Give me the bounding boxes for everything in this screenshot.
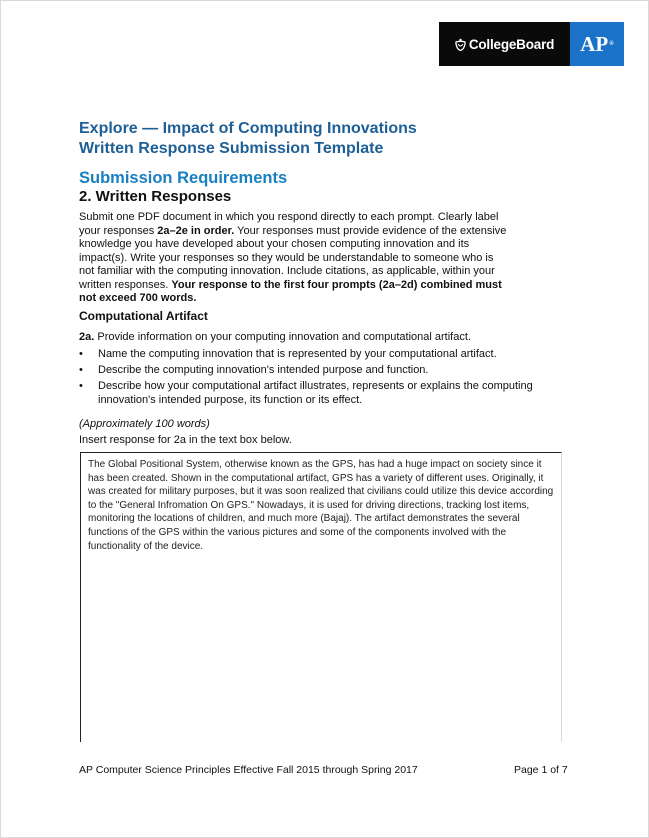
insert-instruction: Insert response for 2a in the text box below. [79, 434, 292, 446]
response-2a-text[interactable]: The Global Positional System, otherwise known as the GPS, has had a huge impact on society since it has been created. Shown in the computational artifact, GPS has a variety of different uses. Originally, it was created for military purposes, but it was soon realized that civilians could utilize this device according to the "General Infromation On GPS." Nowadays, it is used for driving directions, tracking lost items, monitoring the locations of children, and much more (Bajaj). The artifact demonstrates the several functions of the GPS within the various pictures and some of the components involved with the functionality of the device. [88, 459, 554, 552]
section-heading: Submission Requirements [79, 169, 288, 187]
collegeboard-wordmark: CollegeBoard [468, 36, 555, 52]
college-board-ap-logo [439, 22, 624, 66]
prompt-bullet-list [79, 348, 559, 410]
prompt-label: 2a. [79, 331, 95, 343]
intro-bold-1: 2a–2e in order. [157, 224, 235, 237]
bullet-item: • Describe the computing innovation's intended purpose and function. [79, 364, 559, 378]
computational-artifact-heading: Computational Artifact [79, 309, 208, 323]
bullet-item: • Describe how your computational artifact illustrates, represents or explains the computing innovation's intended purpose, its function or its effect. [79, 380, 559, 407]
intro-text-1: Submit one PDF document in which you respond directly to each prompt. Clearly label your responses [79, 211, 499, 237]
bullet-item: • Name the computing innovation that is represented by your computational artifact. [79, 348, 559, 362]
intro-text-2: Your responses must provide evidence of the extensive knowledge you have developed about your chosen computing innovation and its impact(s). Write your responses so they would be understandable to someone who is not familiar with the computing innovation. Include citations, as applicable, within your written responses. [79, 224, 507, 291]
intro-paragraph [79, 211, 509, 306]
title-line-2: Written Response Submission Template [79, 140, 384, 157]
subsection-heading: 2. Written Responses [79, 188, 232, 205]
collegeboard-logo [439, 22, 570, 66]
prompt-text: Provide information on your computing innovation and computational artifact. [94, 331, 471, 343]
page-number: Page 1 of 7 [514, 764, 568, 776]
title-line-1: Explore — Impact of Computing Innovations [79, 120, 417, 137]
word-count-note: (Approximately 100 words) [79, 418, 210, 430]
prompt-2a [79, 331, 471, 343]
intro-bold-2: Your response to the first four prompts (2a–2d) combined must not exceed 700 words. [79, 278, 502, 304]
ap-logo [570, 22, 624, 66]
ap-wordmark: AP [580, 31, 609, 56]
registered-mark: ® [609, 41, 614, 47]
footer-course-info: AP Computer Science Principles Effective Fall 2015 through Spring 2017 [79, 764, 418, 776]
acorn-icon [455, 38, 466, 51]
document-title [79, 119, 417, 159]
